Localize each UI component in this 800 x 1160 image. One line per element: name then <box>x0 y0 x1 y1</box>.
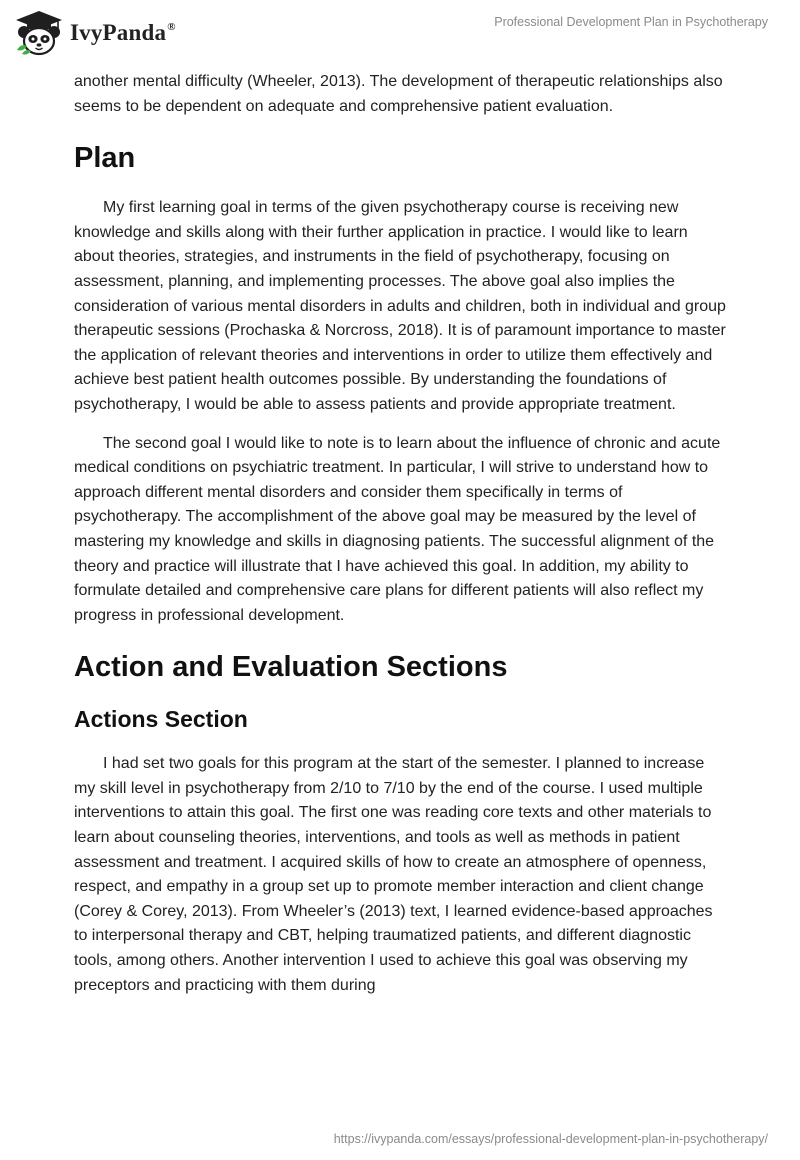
plan-paragraph-2: The second goal I would like to note is to learn about the influence of chronic and acute medical conditions on psychiatric treatment. In particular, I will strive to understand how to approach different mental disorders and consider them specifically in terms of psychotherapy. The accomplishment of the above goal may be measured by the level of mastering my knowledge and skills in diagnosing patients. The successful alignment of the theory and practice will illustrate that I have achieved this goal. In addition, my ability to formulate detailed and comprehensive care plans for different patients will also reflect my progress in professional development. <box>74 434 721 624</box>
brand-logo[interactable] <box>14 8 176 58</box>
actions-section-subheading: Actions Section <box>74 706 248 733</box>
action-evaluation-heading: Action and Evaluation Sections <box>74 651 508 684</box>
plan-heading: Plan <box>74 142 136 175</box>
intro-continuation-paragraph: another mental difficulty (Wheeler, 2013). The development of therapeutic relationships also seems to be dependent on adequate and comprehensive patient evaluation. <box>74 73 723 115</box>
source-url[interactable]: https://ivypanda.com/essays/professional-development-plan-in-psychotherapy/ <box>333 1132 768 1146</box>
registered-mark: ® <box>167 21 176 33</box>
essay-body <box>74 70 726 998</box>
brand-name-text: IvyPanda <box>70 20 167 45</box>
actions-paragraph-1: I had set two goals for this program at the start of the semester. I planned to increase my skill level in psychotherapy from 2/10 to 7/10 by the end of the course. I used multiple interventions to attain this goal. The first one was reading core texts and other materials to learn about counseling theories, interventions, and tools as well as methods in patient assessment and treatment. I acquired skills of how to create an atmosphere of openness, respect, and empathy in a group set up to promote member interaction and client change (Corey & Corey, 2013). From Wheeler’s (2013) text, I learned evidence-based approaches to interpersonal therapy and CBT, helping traumatized patients, and different diagnostic tools, among others. Another intervention I used to achieve this goal was observing my preceptors and practicing with them during <box>74 755 713 994</box>
plan-paragraph-1: My first learning goal in terms of the given psychotherapy course is receiving new knowledge and skills along with their further application in practice. I would like to learn about theories, strategies, and instruments in the field of psychotherapy, focusing on assessment, planning, and implementing processes. The above goal also implies the consideration of various mental disorders in adults and children, both in individual and group therapeutic sessions (Prochaska & Norcross, 2018). It is of paramount importance to master the application of relevant theories and interventions in order to utilize them effectively and achieve best patient health outcomes possible. By understanding the foundations of psychotherapy, I would be able to assess patients and provide appropriate treatment. <box>74 199 726 413</box>
brand-name <box>70 20 176 46</box>
document-title: Professional Development Plan in Psychotherapy <box>494 15 768 29</box>
page-header <box>0 0 800 66</box>
panda-graduate-icon <box>14 10 64 56</box>
